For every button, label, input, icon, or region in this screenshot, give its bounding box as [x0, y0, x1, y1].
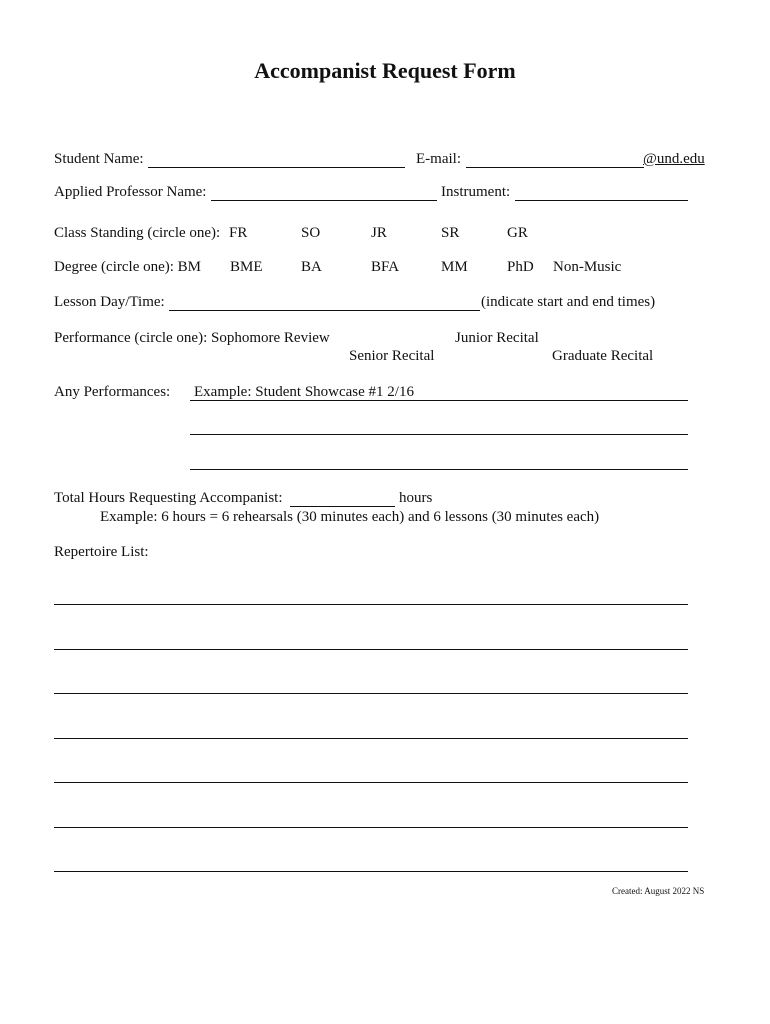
degree-option-phd[interactable]: PhD	[507, 259, 534, 275]
email-field[interactable]	[466, 167, 644, 168]
degree-option-mm[interactable]: MM	[441, 259, 468, 275]
performance-graduate-recital[interactable]: Graduate Recital	[552, 348, 654, 364]
degree-option-bme[interactable]: BME	[230, 259, 263, 275]
repertoire-line-4[interactable]	[54, 738, 688, 739]
class-option-gr[interactable]: GR	[507, 225, 528, 241]
class-option-jr[interactable]: JR	[371, 225, 387, 241]
email-label: E-mail:	[416, 151, 461, 167]
degree-label: Degree (circle one): BM	[54, 259, 202, 275]
hours-label: Total Hours Requesting Accompanist:	[54, 490, 283, 506]
lesson-note: (indicate start and end times)	[481, 294, 656, 310]
email-domain: @und.edu	[643, 151, 705, 167]
form-title: Accompanist Request Form	[254, 58, 516, 83]
any-performances-label: Any Performances:	[54, 384, 171, 400]
student-name-field[interactable]	[148, 167, 405, 168]
repertoire-line-6[interactable]	[54, 827, 688, 828]
degree-option-ba[interactable]: BA	[301, 259, 322, 275]
performance-senior-recital[interactable]: Senior Recital	[349, 348, 435, 364]
degree-option-bfa[interactable]: BFA	[371, 259, 400, 275]
repertoire-line-7[interactable]	[54, 871, 688, 872]
performance-label: Performance (circle one): Sophomore Review	[54, 330, 330, 346]
instrument-field[interactable]	[515, 200, 688, 201]
student-name-label: Student Name:	[54, 151, 144, 167]
performance-junior-recital[interactable]: Junior Recital	[455, 330, 539, 346]
repertoire-line-2[interactable]	[54, 649, 688, 650]
any-performances-line-1[interactable]	[190, 400, 688, 401]
repertoire-line-3[interactable]	[54, 693, 688, 694]
hours-field[interactable]	[290, 506, 395, 507]
class-standing-label: Class Standing (circle one):	[54, 225, 221, 241]
professor-label: Applied Professor Name:	[54, 184, 207, 200]
class-option-so[interactable]: SO	[301, 225, 321, 241]
degree-option-non-music[interactable]: Non-Music	[553, 259, 622, 275]
any-performances-line-2[interactable]	[190, 434, 688, 435]
repertoire-line-5[interactable]	[54, 782, 688, 783]
repertoire-line-1[interactable]	[54, 604, 688, 605]
any-performances-line-3[interactable]	[190, 469, 688, 470]
professor-field[interactable]	[211, 200, 437, 201]
instrument-label: Instrument:	[441, 184, 511, 200]
repertoire-label: Repertoire List:	[54, 544, 149, 560]
lesson-field[interactable]	[169, 310, 480, 311]
footer-created: Created: August 2022 NS	[612, 886, 705, 896]
class-option-sr[interactable]: SR	[441, 225, 460, 241]
any-performances-example: Example: Student Showcase #1 2/16	[194, 384, 414, 400]
hours-unit: hours	[399, 490, 433, 506]
hours-example: Example: 6 hours = 6 rehearsals (30 minutes each) and 6 lessons (30 minutes each)	[100, 509, 600, 525]
class-option-fr[interactable]: FR	[229, 225, 248, 241]
lesson-label: Lesson Day/Time:	[54, 294, 165, 310]
